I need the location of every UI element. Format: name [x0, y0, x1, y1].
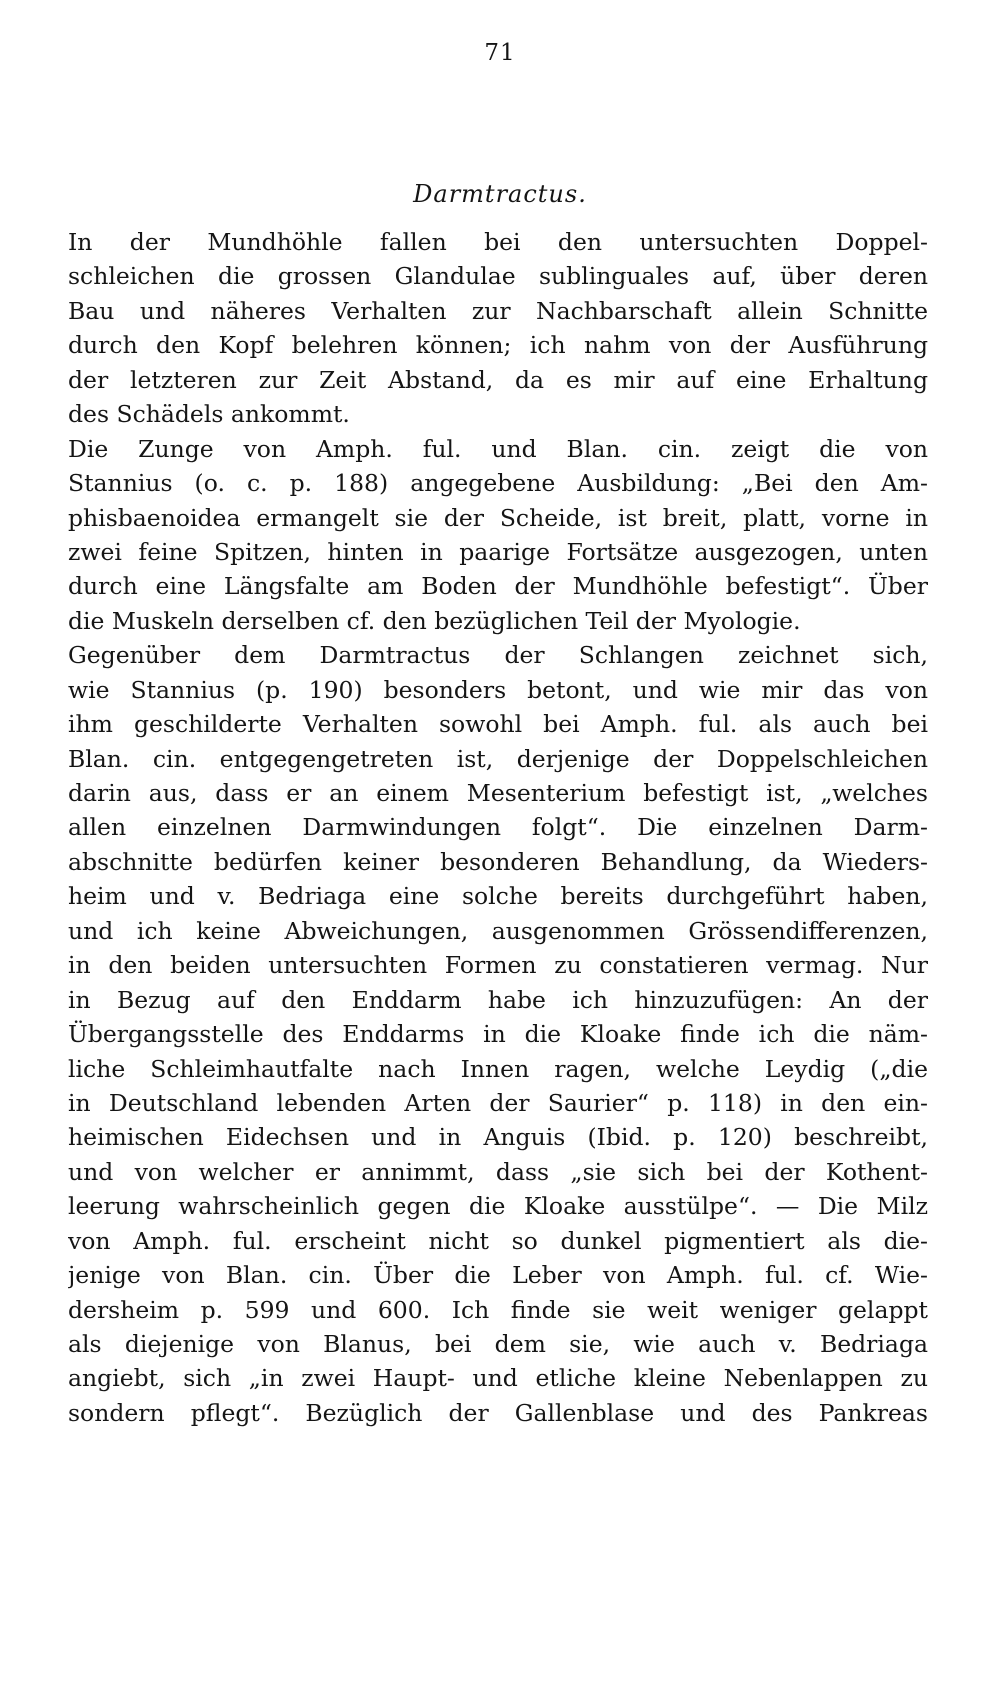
- text-line: Gegenüber dem Darmtractus der Schlangen zeichnet sich,: [68, 641, 928, 670]
- text-line: Die Zunge von Amph. ful. und Blan. cin. zeigt die von: [68, 434, 928, 463]
- text-line: ihm geschilderte Verhalten sowohl bei Amph. ful. als auch bei: [68, 710, 928, 739]
- text-line: sondern pflegt“. Bezüglich der Gallenblase und des Pankreas: [68, 1398, 928, 1427]
- text-line: schleichen die grossen Glandulae sublinguales auf, über deren: [68, 262, 928, 291]
- text-line: wie Stannius (p. 190) besonders betont, und wie mir das von: [68, 675, 928, 704]
- text-line: Blan. cin. entgegengetreten ist, derjenige der Doppelschleichen: [68, 744, 928, 773]
- body-text: [68, 225, 928, 1430]
- text-line: allen einzelnen Darmwindungen folgt“. Die einzelnen Darm-: [68, 813, 928, 842]
- text-line: angiebt, sich „in zwei Haupt- und etliche kleine Nebenlappen zu: [68, 1364, 928, 1393]
- text-line: und ich keine Abweichungen, ausgenommen Grössendifferenzen,: [68, 916, 928, 945]
- text-line: des Schädels ankommt.: [68, 400, 350, 429]
- text-line: zwei feine Spitzen, hinten in paarige Fortsätze ausgezogen, unten: [68, 537, 928, 566]
- text-line: von Amph. ful. erscheint nicht so dunkel pigmentiert als die-: [68, 1226, 928, 1255]
- text-line: in den beiden untersuchten Formen zu constatieren vermag. Nur: [68, 951, 928, 980]
- text-line: durch den Kopf belehren können; ich nahm von der Ausführung: [68, 331, 928, 360]
- text-line: heimischen Eidechsen und in Anguis (Ibid. p. 120) beschreibt,: [68, 1123, 928, 1152]
- text-line: als diejenige von Blanus, bei dem sie, wie auch v. Bedriaga: [68, 1330, 928, 1358]
- text-line: In der Mundhöhle fallen bei den untersuchten Doppel-: [68, 228, 928, 256]
- page-number: 71: [484, 40, 516, 66]
- text-line: durch eine Längsfalte am Boden der Mundhöhle befestigt“. Über: [68, 572, 928, 601]
- text-line: darin aus, dass er an einem Mesenterium befestigt ist, „welches: [68, 779, 928, 807]
- text-line: in Bezug auf den Enddarm habe ich hinzuzufügen: An der: [68, 985, 928, 1014]
- text-line: dersheim p. 599 und 600. Ich finde sie weit weniger gelappt: [68, 1295, 928, 1324]
- text-line: die Muskeln derselben cf. den bezüglichen Teil der Myologie.: [68, 606, 801, 635]
- text-line: und von welcher er annimmt, dass „sie sich bei der Kothent-: [68, 1157, 928, 1186]
- section-heading: Darmtractus.: [413, 180, 587, 208]
- text-line: jenige von Blan. cin. Über die Leber von Amph. ful. cf. Wie-: [68, 1261, 928, 1290]
- text-line: leerung wahrscheinlich gegen die Kloake ausstülpe“. — Die Milz: [68, 1192, 928, 1221]
- text-line: heim und v. Bedriaga eine solche bereits durchgeführt haben,: [68, 882, 928, 911]
- text-line: in Deutschland lebenden Arten der Saurier“ p. 118) in den ein-: [68, 1088, 928, 1117]
- text-line: der letzteren zur Zeit Abstand, da es mir auf eine Erhaltung: [68, 365, 928, 394]
- text-line: Übergangsstelle des Enddarms in die Kloake finde ich die näm-: [68, 1020, 928, 1049]
- text-line: liche Schleimhautfalte nach Innen ragen, welche Leydig („die: [68, 1054, 928, 1083]
- text-line: phisbaenoidea ermangelt sie der Scheide, ist breit, platt, vorne in: [68, 503, 928, 532]
- text-line: Stannius (o. c. p. 188) angegebene Ausbildung: „Bei den Am-: [68, 469, 928, 498]
- text-line: abschnitte bedürfen keiner besonderen Behandlung, da Wieders-: [68, 847, 928, 876]
- text-line: Bau und näheres Verhalten zur Nachbarschaft allein Schnitte: [68, 296, 928, 325]
